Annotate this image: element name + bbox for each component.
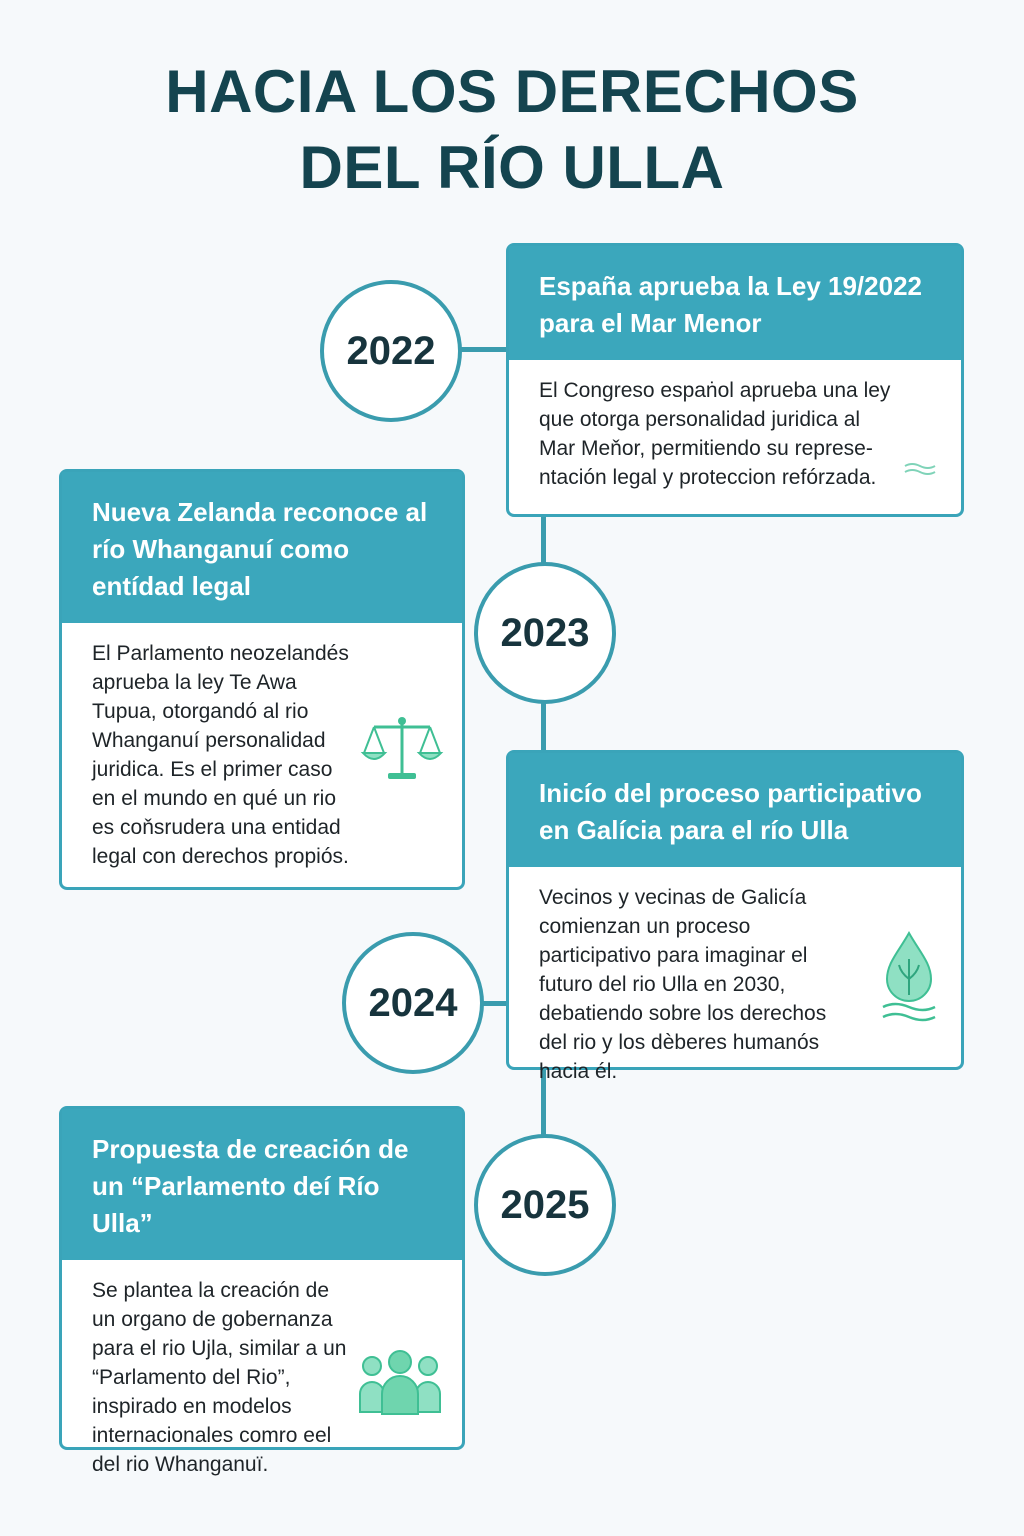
event-card-2023 [59, 469, 465, 890]
event-card-2025 [59, 1106, 465, 1476]
event-card-text: El Parlamento neozelandés aprueba la ley Te Awa Tupua, otorgandó al rio Whanganuí personalidad juridica. Es el primer caso en el mundo en qué un rio es coňsrudera una entidad legal con derechos propiós. [92, 642, 349, 868]
year-circle-2025: 2025 [474, 1134, 616, 1276]
event-card-text: Se plantea la creación de un organo de gobernanza para el rio Ujla, similar a un “Parlamento del Rio”, inspirado en modelos internacionales comro eel del rio Whanganuï. [92, 1279, 347, 1476]
event-card-title: Nueva Zelanda reconoce al río Whanganuí como entídad legal [62, 472, 462, 623]
event-card-text: Vecinos y vecinas de Galicía comienzan un proceso participativo para imaginar el futuro del rio Ulla en 2030, debatiendo sobre los derechos del rio y los dèberes humanós hacia él. [539, 886, 827, 1083]
event-card-body [509, 360, 961, 512]
event-card-2022 [506, 243, 964, 517]
page-title-line-1: HACIA LOS DERECHOS [165, 58, 859, 125]
page-title [0, 54, 1024, 206]
event-card-title: España aprueba la Ley 19/2022 para el Mar Menor [509, 246, 961, 360]
timeline-spine-a [541, 515, 546, 567]
people-group-icon [358, 1350, 442, 1416]
event-card-text: El Congreso espaṅol aprueba una ley que otorga personalidad juridica al Mar Meňor, permitiendo su representación legal y proteccion refórzada. [539, 379, 891, 489]
timeline-connector-2022 [456, 347, 508, 352]
event-card-title: Inicío del proceso participativo en Galícia para el río Ulla [509, 753, 961, 867]
event-card-2024 [506, 750, 964, 1083]
year-circle-2023: 2023 [474, 562, 616, 704]
event-card-body [62, 1260, 462, 1499]
year-circle-2024: 2024 [342, 932, 484, 1074]
water-drop-icon [879, 929, 939, 1025]
event-card-title: Propuesta de creación de un “Parlamento deí Río Ulla” [62, 1109, 462, 1260]
event-card-body [509, 867, 961, 1106]
event-card-body [62, 623, 462, 891]
scales-icon [360, 713, 444, 785]
year-circle-2022: 2022 [320, 280, 462, 422]
wave-icon [903, 460, 937, 476]
page-title-line-2: DEL RÍO ULLA [299, 134, 725, 201]
timeline-spine-b [541, 699, 546, 753]
